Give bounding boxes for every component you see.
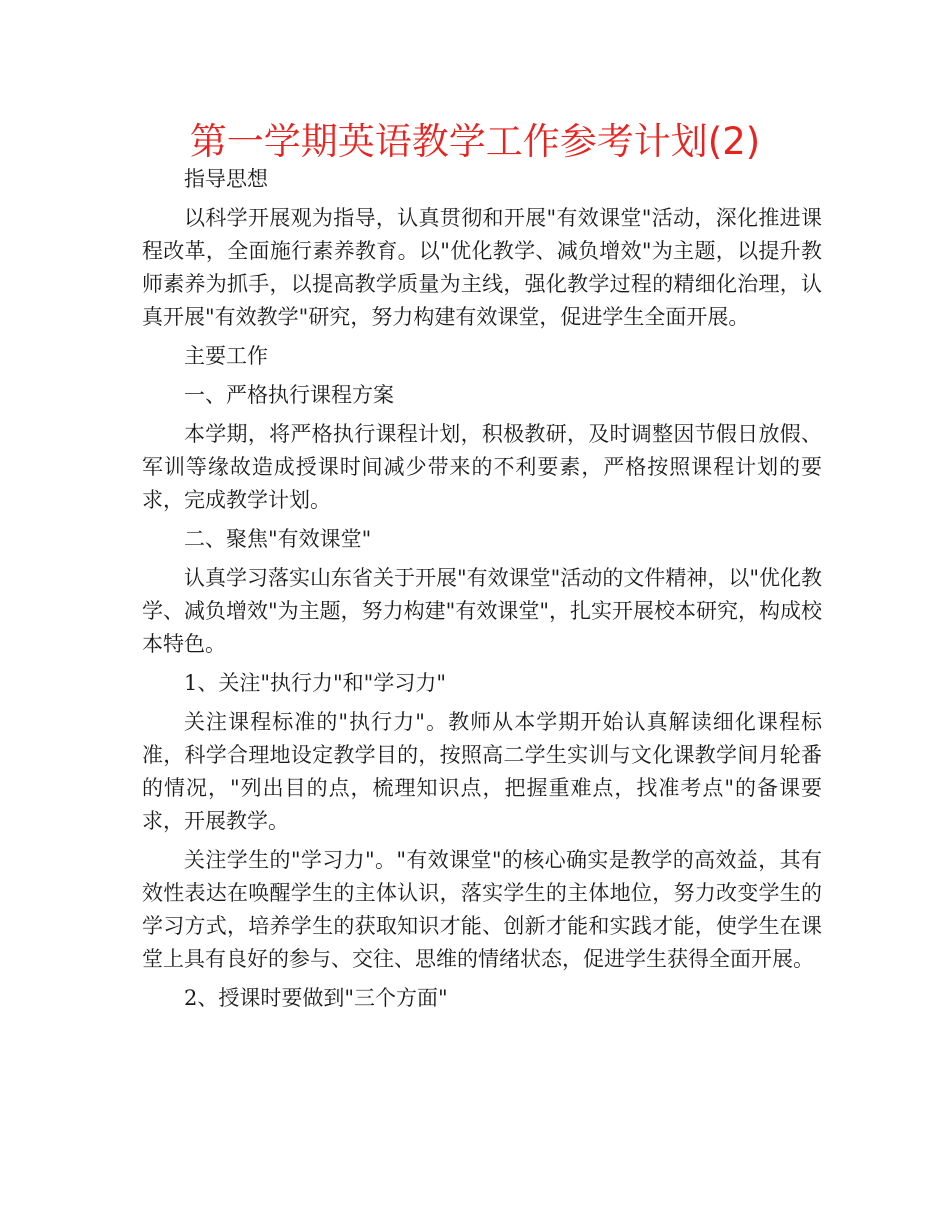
paragraph-effective-classroom: 认真学习落实山东省关于开展"有效课堂"活动的文件精神，以"优化教学、减负增效"为主题，努力构建"有效课堂"，扎实开展校本研究，构成校本特色。: [142, 566, 822, 656]
paragraph-course-plan: 本学期，将严格执行课程计划，积极教研，及时调整因节假日放假、军训等缘故造成授课时间减少带来的不利要素，严格按照课程计划的要求，完成教学计划。: [142, 422, 822, 512]
document-body: [142, 163, 822, 1021]
subheading-three-aspects: 2、授课时要做到"三个方面": [184, 986, 448, 1010]
section-heading-guiding-ideology: 指导思想: [184, 167, 268, 191]
paragraph-guiding-ideology: 以科学开展观为指导，认真贯彻和开展"有效课堂"活动，深化推进课程改革，全面施行素养教育。以"优化教学、减负增效"为主题，以提升教师素养为抓手，以提高教学质量为主线，强化教学过程的精细化治理，认真开展"有效教学"研究，努力构建有效课堂，促进学生全面开展。: [142, 206, 822, 329]
subheading-course-plan: 一、严格执行课程方案: [184, 383, 394, 407]
section-heading-main-work: 主要工作: [184, 344, 268, 368]
subheading-execution-learning: 1、关注"执行力"和"学习力": [184, 671, 446, 695]
document-title: 第一学期英语教学工作参考计划(2): [189, 120, 761, 163]
paragraph-learning: 关注学生的"学习力"。"有效课堂"的核心确实是教学的高效益，其有效性表达在唤醒学生的主体认识，落实学生的主体地位，努力改变学生的学习方式，培养学生的获取知识才能、创新才能和实践才能，使学生在课堂上具有良好的参与、交往、思维的情绪状态，促进学生获得全面开展。: [142, 848, 822, 971]
paragraph-execution: 关注课程标准的"执行力"。教师从本学期开始认真解读细化课程标准，科学合理地设定教学目的，按照高二学生实训与文化课教学间月轮番的情况，"列出目的点，梳理知识点，把握重难点，找准考点"的备课要求，开展教学。: [142, 710, 822, 833]
subheading-effective-classroom: 二、聚焦"有效课堂": [184, 527, 372, 551]
